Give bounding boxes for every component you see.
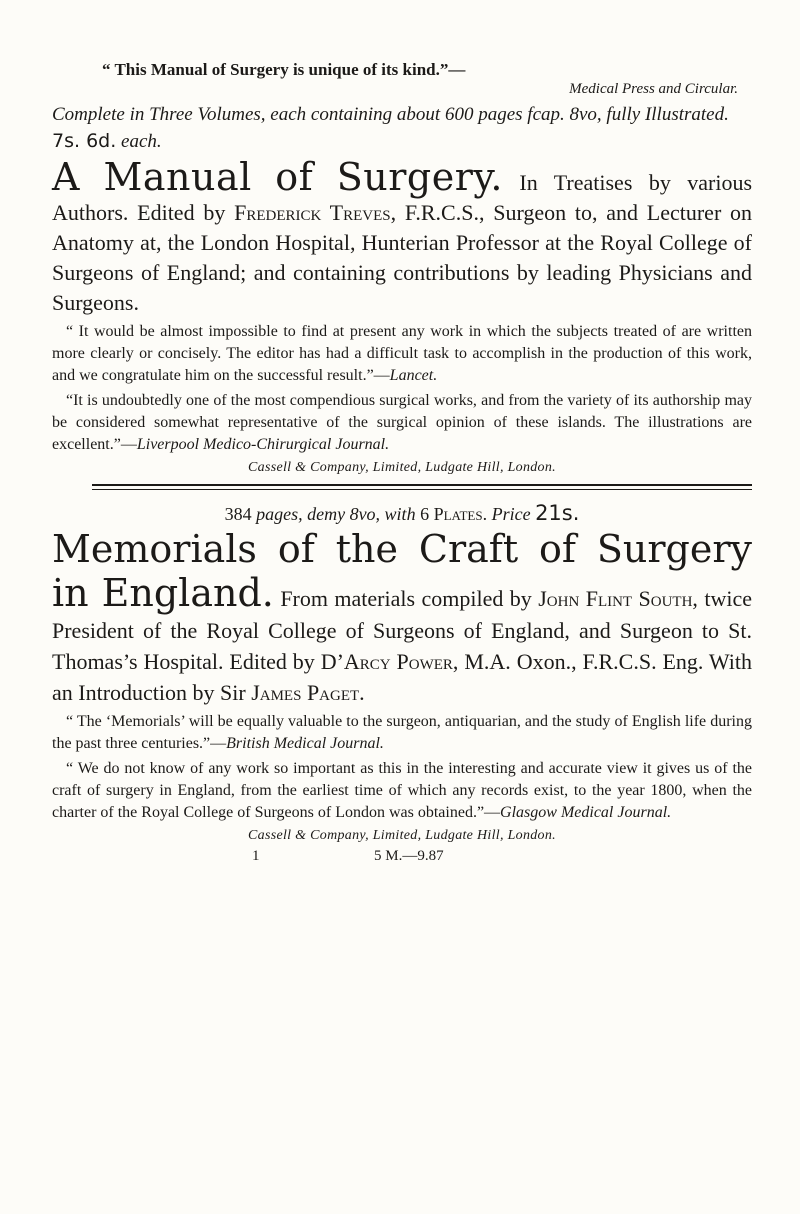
print-code: 5 M.—9.87 bbox=[374, 848, 444, 864]
price: 21s. bbox=[535, 501, 580, 525]
description-b: F.R.C.S., Surgeon to, and Lecturer on Anatomy at, the London Hospital, Hunterian Professor at the Royal College of Surgeons of England; and containing contributions by leading Physicians and Surgeons. bbox=[52, 200, 753, 315]
price-suffix: each. bbox=[121, 131, 162, 152]
author-2: D’Arcy Power, bbox=[320, 649, 459, 674]
page-count: 384 bbox=[224, 504, 252, 524]
review-1-source: British Medical Journal. bbox=[226, 735, 384, 752]
review-1 bbox=[52, 321, 752, 387]
press-quote: “ This Manual of Surgery is unique of its kind.”— bbox=[102, 60, 466, 79]
review-2-source: Glasgow Medical Journal. bbox=[500, 804, 672, 821]
review-2-source: Liverpool Medico-Chirurgical Journal. bbox=[136, 436, 390, 453]
description-b: twice President of the Royal College of Surgeons of England, and Surgeon to St. Thomas’s Hospital. Edited by bbox=[52, 586, 753, 674]
double-rule-divider bbox=[92, 484, 752, 490]
format-text: pages, demy 8vo, with bbox=[256, 504, 416, 524]
book-title: Memorials of the Craft of Surgery in England. bbox=[52, 527, 752, 615]
review-2-text: “ We do not know of any work so important as this in the interesting and accurate view it gives us of the craft of surgery in England, from the earliest time of which any records exist, to the year 1800, when the charter of the Royal College of Surgeons of London was obtained.”— bbox=[52, 760, 752, 821]
ad-memorials-of-surgery bbox=[52, 500, 752, 844]
printer-footer bbox=[52, 848, 752, 868]
book-description bbox=[52, 527, 752, 708]
volumes-text: Complete in Three Volumes, each containing about 600 pages fcap. 8vo, fully Illustrated. bbox=[52, 104, 729, 125]
description-c: M.A. Oxon., F.R.C.S. Eng. With an Introduction by Sir bbox=[52, 649, 753, 705]
plates-text: 6 Plates. bbox=[420, 504, 488, 524]
review-1-text: “ The ‘Memorials’ will be equally valuable to the surgeon, antiquarian, and the study of English life during the past three centuries.”— bbox=[52, 713, 752, 752]
book-meta bbox=[52, 500, 752, 527]
author-3: James Paget. bbox=[251, 680, 365, 705]
price-label: Price bbox=[491, 504, 531, 524]
review-1-text: “ It would be almost impossible to find at present any work in which the subjects treated of are written more clearly or concisely. The editor has had a difficult task to accomplish in the production of this work, and we congratulate him on the successful result.”— bbox=[52, 323, 752, 384]
review-1-source: Lancet. bbox=[389, 367, 438, 384]
editor-name: Frederick Treves, bbox=[234, 200, 397, 225]
advertisement-page bbox=[52, 60, 752, 868]
ad-manual-of-surgery bbox=[52, 60, 752, 476]
price: 7s. 6d. bbox=[52, 130, 117, 152]
signature-mark: 1 bbox=[252, 848, 260, 864]
book-description bbox=[52, 157, 752, 318]
review-1 bbox=[52, 711, 752, 755]
volumes-info bbox=[52, 102, 752, 155]
review-2 bbox=[52, 390, 752, 456]
review-2 bbox=[52, 758, 752, 824]
description-a: From materials compiled by bbox=[280, 586, 532, 611]
review-2-text: “It is undoubtedly one of the most compendious surgical works, and from the variety of its authorship may be considered somewhat representative of the surgical opinion of these islands. The illustrations are excellent.”— bbox=[52, 392, 752, 453]
book-title: A Manual of Surgery. bbox=[52, 155, 503, 199]
press-quote-source: Medical Press and Circular. bbox=[569, 81, 738, 97]
publisher-imprint: Cassell & Company, Limited, Ludgate Hill, London. bbox=[248, 460, 556, 475]
author-1: John Flint South, bbox=[538, 586, 698, 611]
publisher-imprint: Cassell & Company, Limited, Ludgate Hill, London. bbox=[248, 828, 556, 843]
description-a: In Treatises by various Authors. Edited by bbox=[52, 170, 753, 225]
